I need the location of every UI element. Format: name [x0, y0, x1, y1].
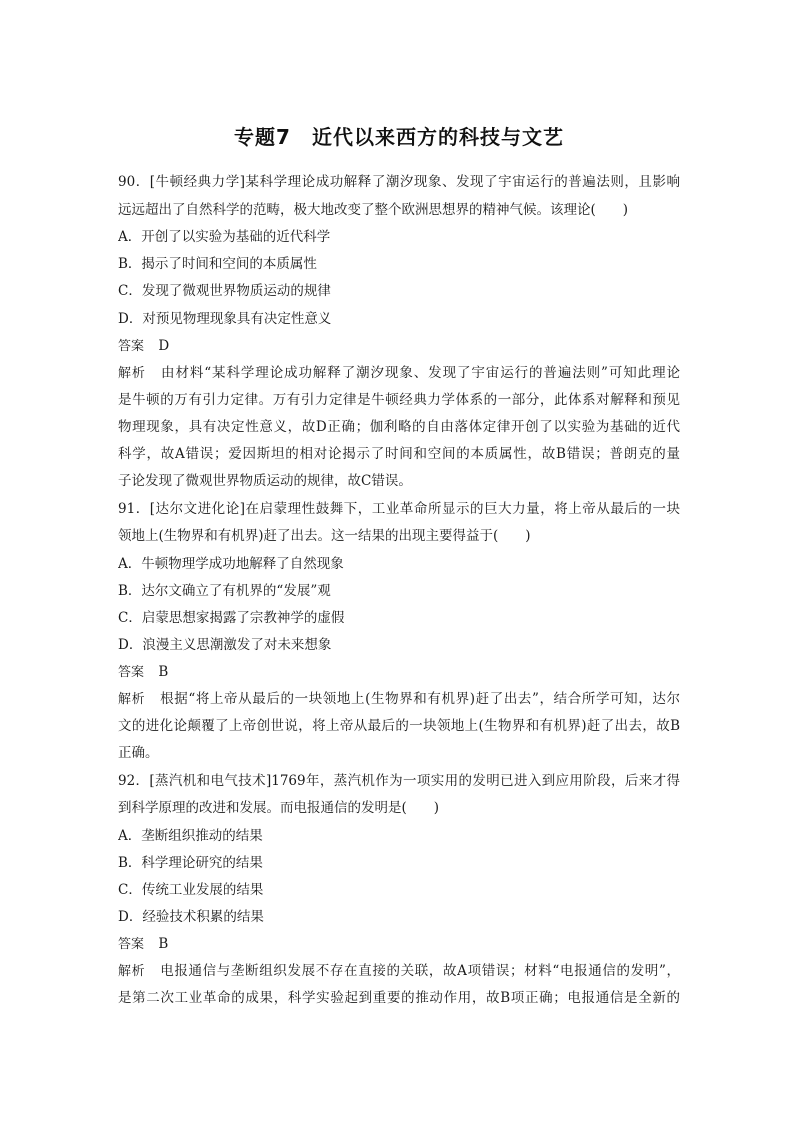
answer-value: D [158, 338, 170, 354]
question-91-option-c: C．启蒙思想家揭露了宗教神学的虚假 [118, 610, 345, 626]
question-90-option-d: D．对预见物理现象具有决定性意义 [118, 311, 332, 327]
question-92-answer [118, 935, 680, 954]
question-91-answer [118, 663, 680, 682]
question-92-option-d: D．经验技术积累的结果 [118, 909, 264, 925]
question-90-option-c: C．发现了微观世界物质运动的规律 [118, 283, 331, 299]
question-92-option-b: B．科学理论研究的结果 [118, 855, 263, 871]
question-92-stem-line-2: 到科学原理的改进和发展。而电报通信的发明是( ) [118, 800, 440, 816]
analysis-text: 由材料“某科学理论成功解释了潮汐现象、发现了宇宙运行的普遍法则”可知此理论 [161, 365, 680, 381]
analysis-text: 根据“将上帝从最后的一块领地上(生物界和有机界)赶了出去”，结合所学可知，达尔 [160, 691, 680, 707]
page-title: 专题7 近代以来西方的科技与文艺 [234, 125, 564, 149]
question-90-option-a: A．开创了以实验为基础的近代科学 [118, 229, 331, 245]
answer-value: B [158, 664, 169, 680]
question-92-stem-line-1: 92．[蒸汽机和电气技术]1769年，蒸汽机作为一项实用的发明已进入到应用阶段，后来才得 [118, 773, 680, 789]
question-91-analysis-line-1 [118, 690, 680, 709]
question-92-analysis-line-2: 是第二次工业革命的成果，科学实验起到重要的推动作用，故B项正确；电报通信是全新的 [118, 990, 680, 1006]
question-92-option-c: C．传统工业发展的结果 [118, 882, 264, 898]
question-91-analysis-line-2: 文的进化论颠覆了上帝创世说，将上帝从最后的一块领地上(生物界和有机界)赶了出去，故B [118, 718, 680, 734]
answer-label: 答案 [118, 665, 145, 680]
question-90-stem-line-2: 远远超出了自然科学的范畴，极大地改变了整个欧洲思想界的精神气候。该理论( ) [118, 202, 629, 218]
question-91-stem-line-2: 领地上(生物界和有机界)赶了出去。这一结果的出现主要得益于( ) [118, 528, 531, 544]
question-90-answer [118, 337, 680, 356]
question-91-stem-line-1: 91．[达尔文进化论]在启蒙理性鼓舞下，工业革命所显示的巨大力量，将上帝从最后的一块 [118, 501, 680, 517]
question-92-analysis-line-1 [118, 962, 680, 981]
question-90-analysis-line-4: 科学，故A错误；爱因斯坦的相对论揭示了时间和空间的本质属性，故B错误；普朗克的量 [118, 446, 680, 462]
question-92-option-a: A．垄断组织推动的结果 [118, 828, 263, 844]
answer-value: B [158, 936, 169, 952]
question-90-stem-line-1: 90．[牛顿经典力学]某科学理论成功解释了潮汐现象、发现了宇宙运行的普遍法则，且影响 [118, 174, 680, 190]
question-91-option-a: A．牛顿物理学成功地解释了自然现象 [118, 556, 344, 572]
question-90-analysis-line-5: 子论发现了微观世界物质运动的规律，故C错误。 [118, 473, 412, 489]
question-91-analysis-line-3: 正确。 [118, 745, 159, 761]
analysis-text: 电报通信与垄断组织发展不存在直接的关联，故A项错误；材料“电报通信的发明”， [160, 963, 680, 979]
question-91-option-b: B．达尔文确立了有机界的“发展”观 [118, 583, 331, 599]
question-90-analysis-line-2: 是牛顿的万有引力定律。万有引力定律是牛顿经典力学体系的一部分，此体系对解释和预见 [118, 392, 680, 408]
answer-label: 答案 [118, 339, 145, 354]
question-90-analysis-line-1 [118, 364, 680, 383]
analysis-label: 解析 [118, 692, 146, 707]
analysis-label: 解析 [118, 964, 146, 979]
answer-label: 答案 [118, 937, 145, 952]
question-90-option-b: B．揭示了时间和空间的本质属性 [118, 256, 317, 272]
question-91-option-d: D．浪漫主义思潮激发了对未来想象 [118, 637, 332, 653]
question-90-analysis-line-3: 物理现象，具有决定性意义，故D正确；伽利略的自由落体定律开创了以实验为基础的近代 [118, 419, 680, 435]
analysis-label: 解析 [118, 366, 146, 381]
